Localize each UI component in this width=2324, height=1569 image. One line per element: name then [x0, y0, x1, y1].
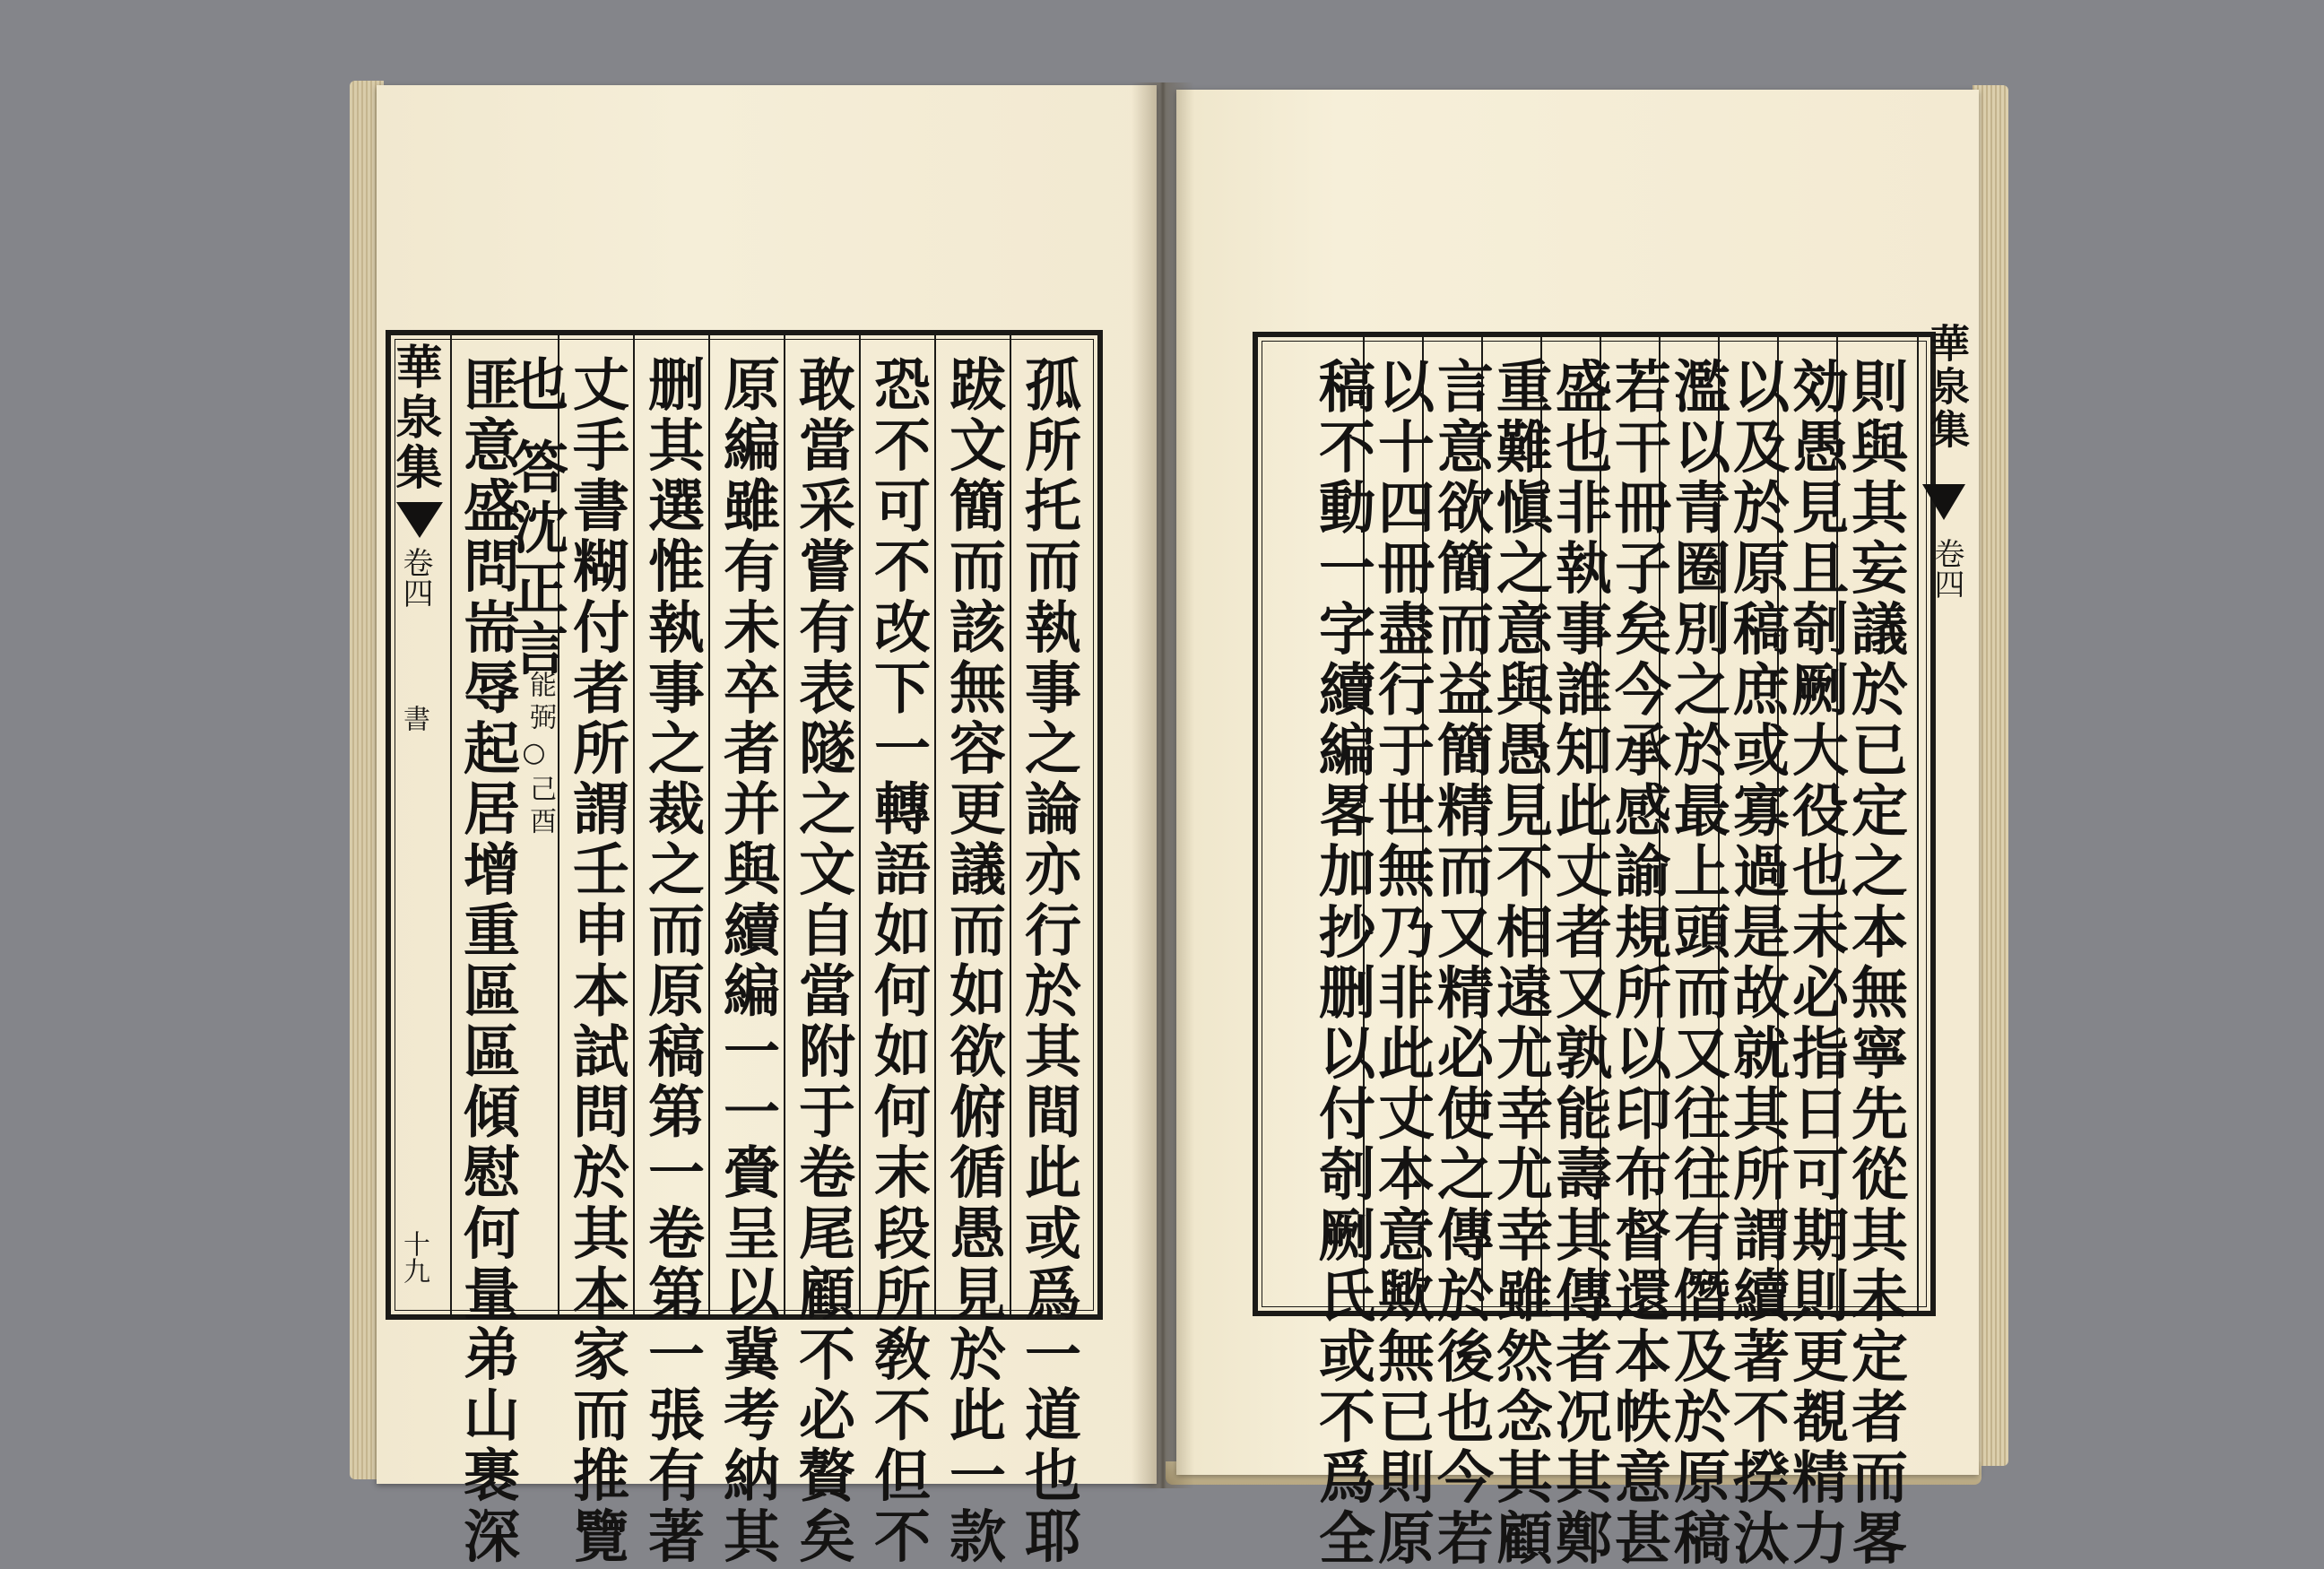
column-rule — [708, 334, 710, 1316]
right-text-column-5: 若干冊子矣今承感諭規所以印布督還本帙意甚 — [1606, 357, 1672, 1569]
right-text-column-8: 言意欲簡而益簡精而又精必使之傳於後也今若 — [1428, 357, 1495, 1569]
right-fish-tail-mark — [1922, 484, 1965, 520]
letter-note-year: 己酉 — [525, 775, 556, 839]
left-text-column-2: 跋文簡而該無容更議而如欲俯循愚見於此一款 — [941, 355, 1007, 1567]
letter-title: 答沈正言 — [503, 438, 569, 680]
letter-note-circle: ○ — [518, 737, 550, 774]
left-text-column-3: 恐不可不改下一轉語如何如何末段所敎不但不 — [865, 355, 932, 1567]
right-text-column-3: 以及於原稿庶或寡過是故就其所謂續著不揆汰 — [1724, 357, 1791, 1569]
fish-tail-mark — [396, 502, 443, 538]
right-text-column-1: 則與其妄議於已定之本無寧先從其未定者而畧 — [1843, 357, 1909, 1569]
right-text-column-10: 稿不動一字續編畧加抄删以付剞劂氏或不爲全 — [1310, 357, 1376, 1569]
book-gutter — [1132, 82, 1194, 1488]
left-banner-volume: 卷四 — [397, 547, 433, 608]
banner-rule — [450, 334, 452, 1316]
right-text-column-2: 効愚見且剞劂大役也未必指日可期則更覩精力 — [1783, 357, 1850, 1569]
left-text-column-8: 也 — [503, 355, 569, 416]
right-text-column-4: 濫以青圈別之於最上頭而又往往有僭及於原稿 — [1665, 357, 1731, 1569]
column-rule — [1010, 334, 1011, 1316]
left-text-column-5: 原編雖有未卒者并與續編一一賫呈以冀考納其 — [715, 355, 781, 1567]
left-text-column-4: 敢當采嘗有表隧之文自當附于卷尾顧不必贅矣 — [790, 355, 856, 1567]
left-banner-title: 華泉集 — [387, 342, 442, 493]
column-rule — [784, 334, 785, 1316]
right-banner-volume: 卷四 — [1929, 538, 1964, 599]
letter-note-name: 能弼 — [525, 671, 556, 735]
folio-number: 十九 — [398, 1230, 429, 1284]
right-banner-rule — [1917, 335, 1919, 1313]
letter-body-column: 匪意盛問耑辱起居增重區區傾慰何量弟山裹深 — [455, 355, 521, 1567]
left-text-column-1: 孤所托而執事之論亦行於其間此或爲一道也耶 — [1016, 355, 1082, 1567]
column-rule — [633, 334, 635, 1316]
left-text-column-6: 删其選惟執事之裁之而原稿第一卷第一張有著 — [639, 355, 706, 1567]
left-banner-category: 書 — [398, 705, 429, 732]
right-text-column-7: 重難愼之意與愚見不相遠尤幸尤幸雖然念其顧 — [1487, 357, 1554, 1569]
right-text-column-6: 盛也非執事誰知此丈者又孰能壽其傳者况其鄭 — [1547, 357, 1613, 1569]
column-rule — [934, 334, 936, 1316]
right-banner-title: 華泉集 — [1923, 323, 1969, 452]
left-text-column-7: 丈手書糊付者所謂壬申本試問於其本家而推覽 — [564, 355, 630, 1567]
right-text-column-9: 以十四冊盡行于世無乃非此丈本意歟無已則原 — [1369, 357, 1435, 1569]
column-rule — [859, 334, 861, 1316]
